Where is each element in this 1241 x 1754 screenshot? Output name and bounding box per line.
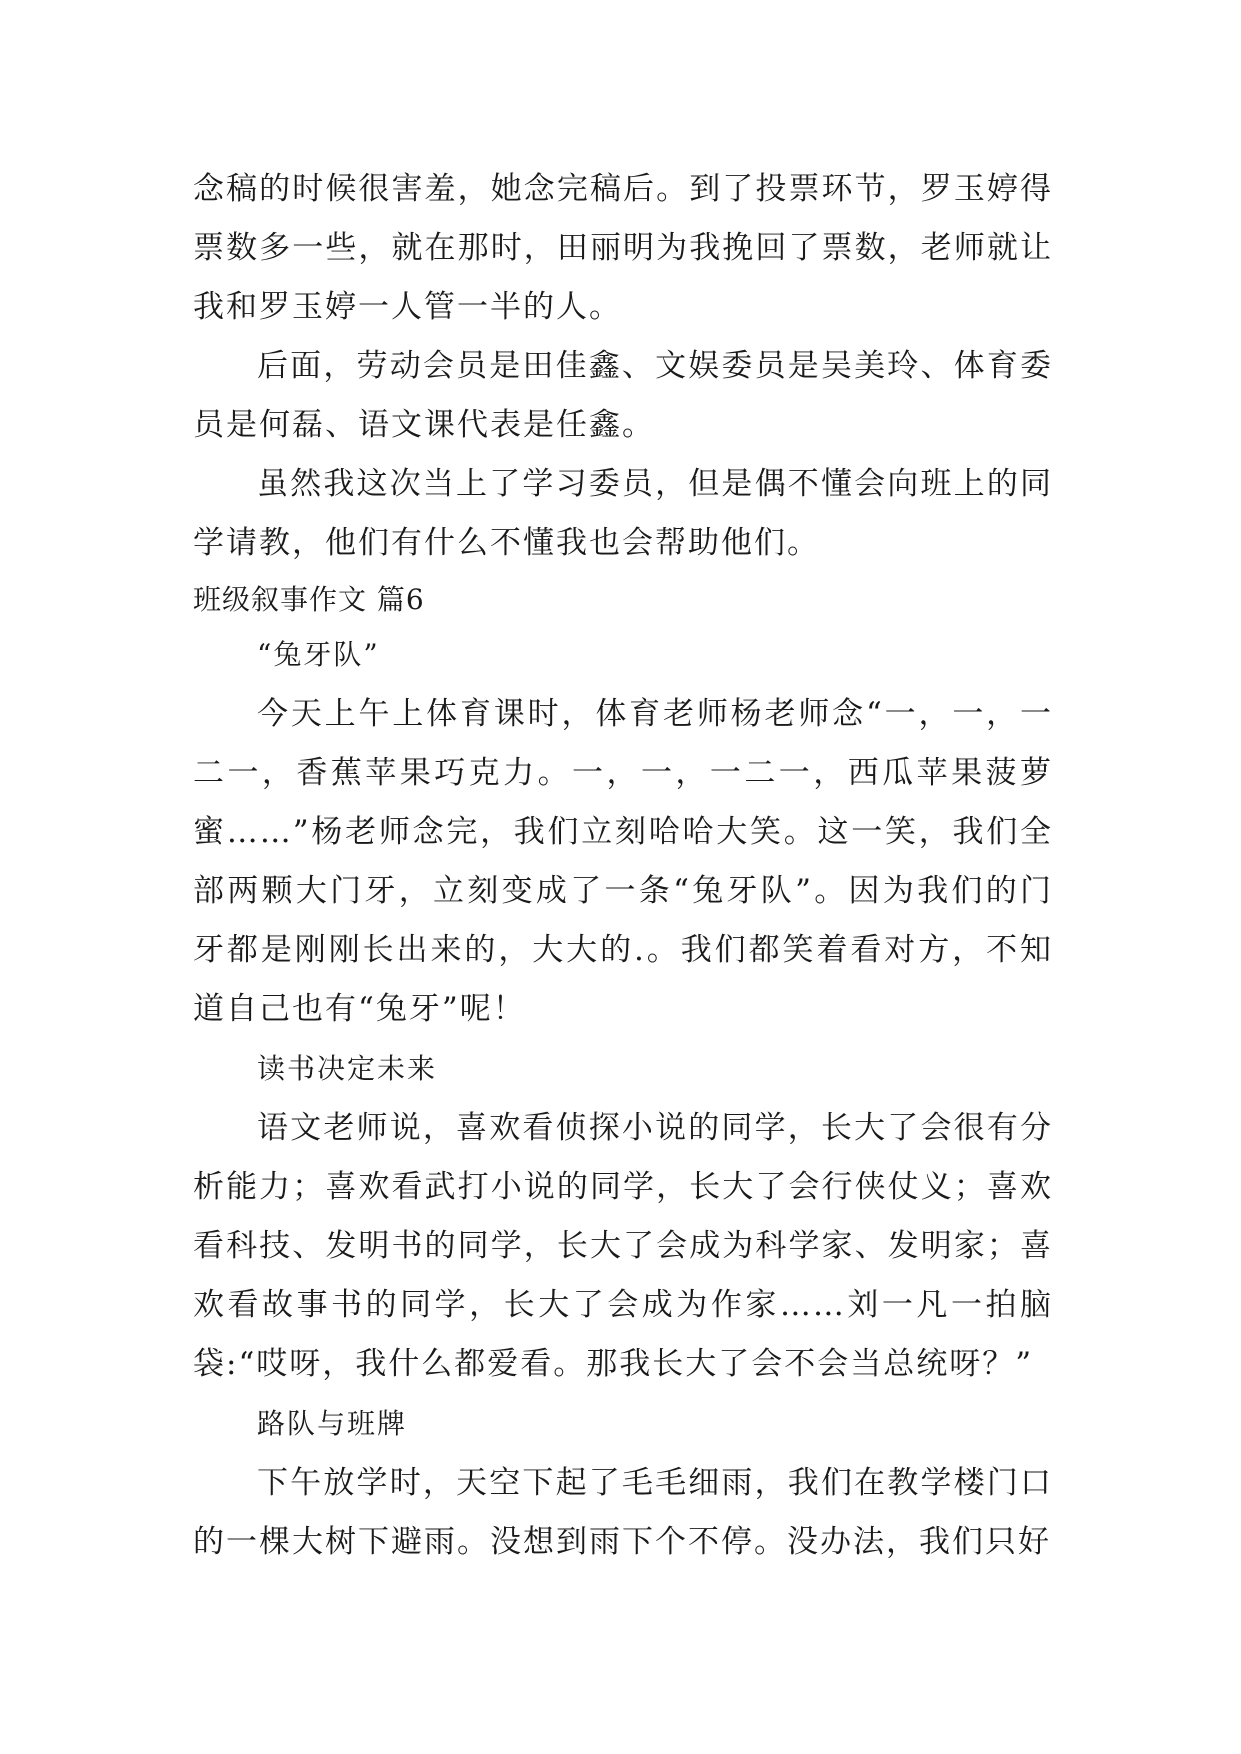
- paragraph-committee-members: 后面，劳动会员是田佳鑫、文娱委员是吴美玲、体育委员是何磊、语文课代表是任鑫。: [193, 348, 1053, 443]
- paragraph-voting: 念稿的时候很害羞，她念完稿后。到了投票环节，罗玉婷得票数多一些，就在那时，田丽明为我挽回了票数，老师就让我和罗玉婷一人管一半的人。: [193, 171, 1053, 325]
- section-title-road-team: 路队与班牌: [257, 1407, 408, 1440]
- document-body: [193, 160, 1053, 1572]
- paragraph-study-committee: 虽然我这次当上了学习委员，但是偶不懂会向班上的同学请教，他们有什么不懂我也会帮助他们。: [193, 466, 1053, 561]
- essay-heading: 班级叙事作文 篇6: [193, 583, 425, 616]
- section-title-rabbit-teeth: “兔牙队”: [257, 638, 380, 671]
- paragraph-reading: 语文老师说，喜欢看侦探小说的同学，长大了会很有分析能力；喜欢看武打小说的同学，长大了会行侠仗义；喜欢看科技、发明书的同学，长大了会成为科学家、发明家；喜欢看故事书的同学，长大了会成为作家……刘一凡一拍脑袋:“哎呀，我什么都爱看。那我长大了会不会当总统呀？”: [193, 1110, 1053, 1382]
- section-title-reading: 读书决定未来: [257, 1052, 438, 1085]
- paragraph-pe-class: 今天上午上体育课时，体育老师杨老师念“一，一，一二一，香蕉苹果巧克力。一，一，一二一，西瓜苹果菠萝蜜……”杨老师念完，我们立刻哈哈大笑。这一笑，我们全部两颗大门牙，立刻变成了一条“兔牙队”。因为我们的门牙都是刚刚长出来的，大大的.。我们都笑着看对方，不知道自己也有“兔牙”呢！: [193, 696, 1053, 1027]
- paragraph-rain: 下午放学时，天空下起了毛毛细雨，我们在教学楼门口的一棵大树下避雨。没想到雨下个不停。没办法，我们只好: [193, 1465, 1053, 1560]
